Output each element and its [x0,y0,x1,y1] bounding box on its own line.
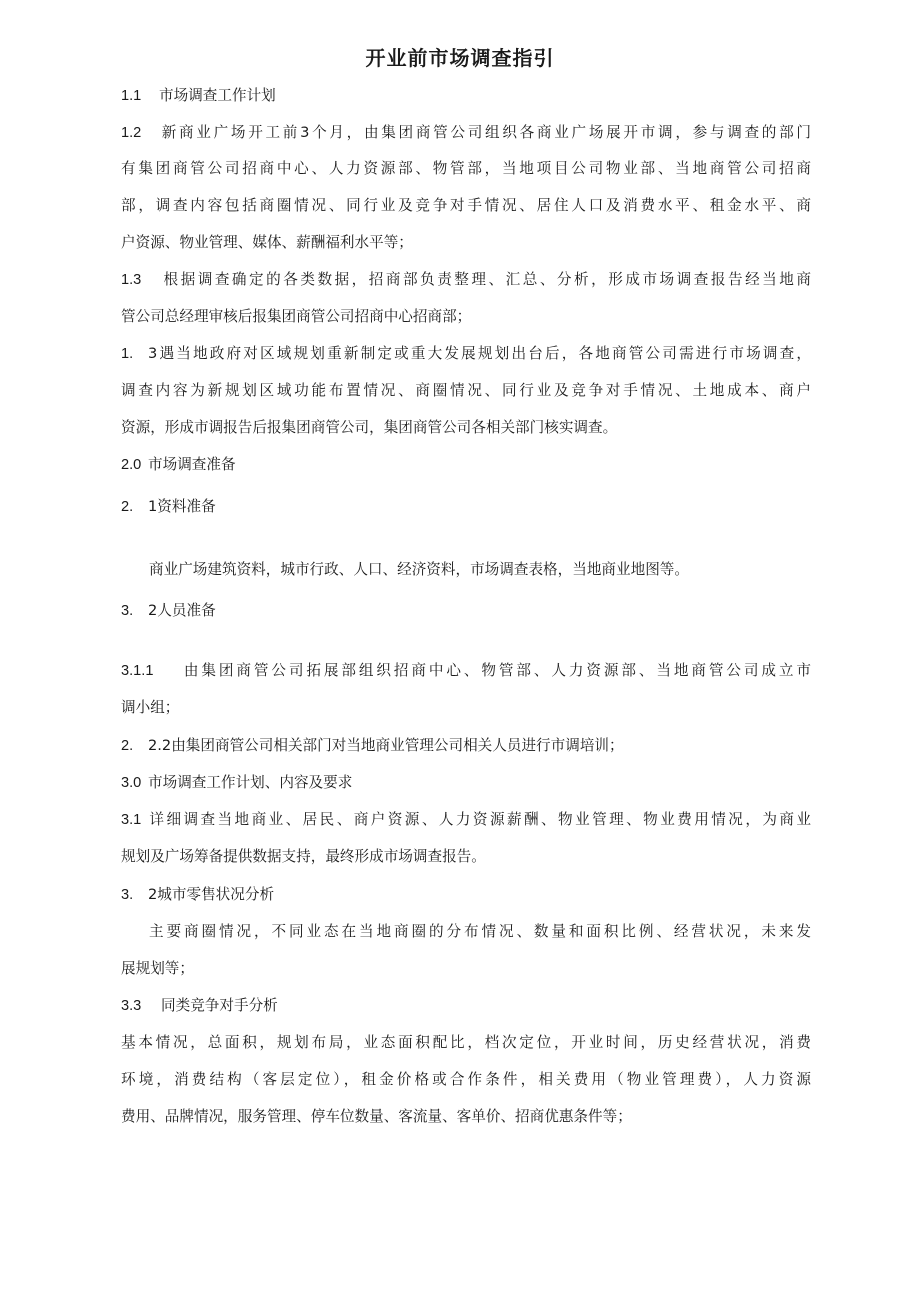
paragraph-3-3-line-1: 基本情况，总面积，规划布局，业态面积配比，档次定位，开业时间，历史经营状况，消费 [121,1034,811,1051]
section-heading-2-2 [121,601,811,621]
paragraph-materials: 商业广场建筑资料，城市行政、人口、经济资料，市场调查表格，当地商业地图等。 [149,561,689,578]
section-number: 1. [121,346,134,362]
paragraph-1-3-line-1 [121,270,811,290]
paragraph-3-1-line-2: 规划及广场筹备提供数据支持，最终形成市场调查报告。 [121,848,486,865]
section-number: 1.2 [121,125,142,141]
paragraph-text: 新商业广场开工前3个月，由集团商管公司组织各商业广场展开市调，参与调查的部门 [159,124,811,141]
paragraph-3-1-line-1 [121,810,811,830]
paragraph-3-3-line-3: 费用、品牌情况，服务管理、停车位数量、客流量、客单价、招商优惠条件等； [121,1108,632,1125]
section-number: 2. [121,499,134,515]
section-number: 3. [121,887,134,903]
section-heading-text: 1资料准备 [148,498,216,515]
section-heading-2-0 [121,455,811,475]
section-number: 1.3 [121,272,142,288]
paragraph-3-1-1-line-2: 调小组； [121,699,180,716]
paragraph-1-2-line-1 [121,123,811,143]
section-heading-text: 市场调查准备 [148,456,236,473]
section-heading-3-0 [121,773,811,793]
section-heading-text: 2城市零售状况分析 [148,886,275,903]
paragraph-3-2-line-2: 展规划等； [121,960,194,977]
paragraph-1-3-line-2: 管公司总经理审核后报集团商管公司招商中心招商部； [121,308,472,325]
paragraph-text: 根据调查确定的各类数据，招商部负责整理、汇总、分析，形成市场调查报告经当地商 [161,271,811,288]
section-heading-3-3 [121,996,811,1016]
section-heading-text: 同类竞争对手分析 [161,997,278,1014]
section-number: 1.1 [121,88,142,104]
paragraph-text: 由集团商管公司拓展部组织招商中心、物管部、人力资源部、当地商管公司成立市 [181,662,811,679]
paragraph-1-2-line-2: 有集团商管公司招商中心、人力资源部、物管部，当地项目公司物业部、当地商管公司招商 [121,160,811,177]
section-number: 3.3 [121,998,142,1014]
section-heading-text: 市场调查工作计划 [159,87,276,104]
section-number: 3. [121,603,134,619]
paragraph-1-4-line-1 [121,344,811,364]
paragraph-3-2-line-1: 主要商圈情况，不同业态在当地商圈的分布情况、数量和面积比例、经营状况，未来发 [149,923,811,940]
section-number: 3.1.1 [121,663,154,679]
paragraph-3-1-1-line-1 [121,661,811,681]
paragraph-2-2-2 [121,736,811,756]
section-heading-text: 市场调查工作计划、内容及要求 [148,774,353,791]
section-heading-text: 2人员准备 [148,602,216,619]
paragraph-1-4-line-3: 资源，形成市调报告后报集团商管公司，集团商管公司各相关部门核实调查。 [121,419,618,436]
section-number: 3.0 [121,775,142,791]
paragraph-1-4-line-2: 调查内容为新规划区域功能布置情况、商圈情况、同行业及竞争对手情况、土地成本、商户 [121,382,811,399]
section-number: 3.1 [121,812,142,828]
section-number: 2. [121,738,134,754]
section-heading-1-1 [121,86,811,106]
paragraph-1-2-line-4: 户资源、物业管理、媒体、薪酬福利水平等； [121,234,413,251]
paragraph-text: 3遇当地政府对区域规划重新制定或重大发展规划出台后，各地商管公司需进行市场调查， [148,345,811,362]
section-heading-2-1 [121,497,811,517]
paragraph-text: 详细调查当地商业、居民、商户资源、人力资源薪酬、物业管理、物业费用情况，为商业 [147,811,811,828]
page-title: 开业前市场调查指引 [365,46,555,70]
paragraph-3-3-line-2: 环境，消费结构（客层定位），租金价格或合作条件，相关费用（物业管理费），人力资源 [121,1071,811,1088]
section-heading-3-2 [121,885,811,905]
section-number: 2.0 [121,457,142,473]
paragraph-text: 2.2由集团商管公司相关部门对当地商业管理公司相关人员进行市调培训； [148,737,624,754]
paragraph-1-2-line-3: 部，调查内容包括商圈情况、同行业及竞争对手情况、居住人口及消费水平、租金水平、商 [121,197,811,214]
